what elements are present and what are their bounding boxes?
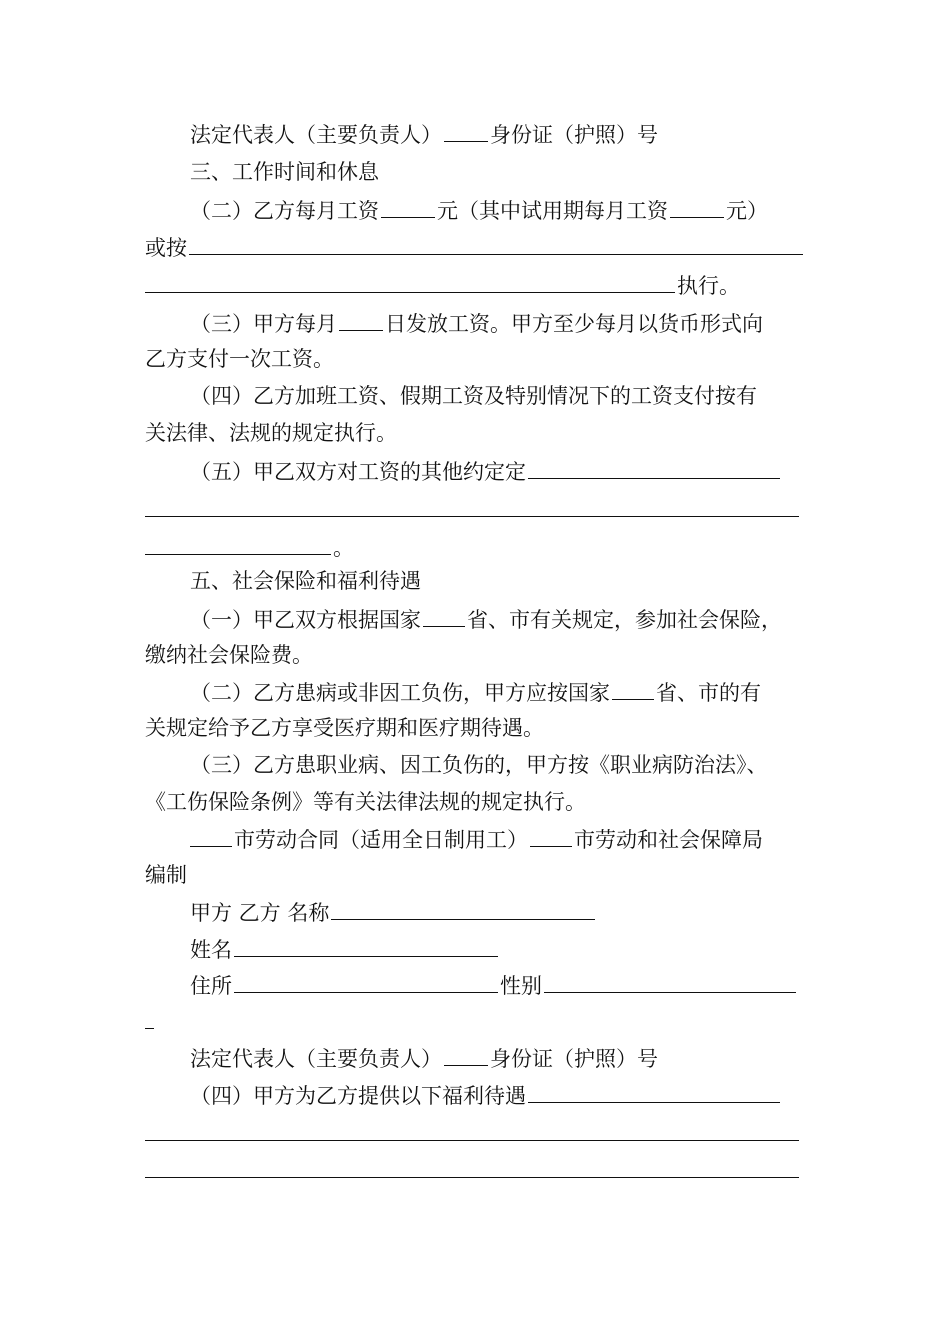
field-label: 甲方 乙方 名称 xyxy=(190,901,330,925)
legal-rep-label: 法定代表人（主要负责人） xyxy=(190,1047,442,1071)
clause-text: （三）乙方患职业病、因工负伤的，甲方按《职业病防治法》、 xyxy=(190,753,768,777)
clause-text: 关规定给予乙方享受医疗期和医疗期待遇。 xyxy=(145,716,544,740)
name-field-line xyxy=(190,899,597,925)
clause-text: （二）乙方每月工资 xyxy=(190,199,379,223)
clause-text: 元） xyxy=(726,199,768,223)
legal-rep-line-1 xyxy=(190,121,658,147)
blank[interactable] xyxy=(190,826,232,847)
id-label: 身份证（护照）号 xyxy=(490,123,658,147)
clause-text: 执行。 xyxy=(677,274,740,298)
clause-text: 元（其中试用期每月工资 xyxy=(437,199,668,223)
blank[interactable] xyxy=(145,272,675,293)
field-label: 姓名 xyxy=(190,938,232,962)
blank[interactable] xyxy=(530,826,572,847)
clause-line xyxy=(145,234,805,260)
blank[interactable] xyxy=(423,606,465,627)
clause-text: 省、市有关规定，参加社会保险， xyxy=(467,608,782,632)
blank[interactable] xyxy=(145,496,799,517)
clause-text: 日发放工资。甲方至少每月以货币形式向 xyxy=(385,312,763,336)
address-blank[interactable] xyxy=(234,972,498,993)
legal-rep-line-2 xyxy=(190,1045,658,1071)
blank[interactable] xyxy=(381,197,435,218)
clause-line xyxy=(145,1157,801,1183)
clause-text: 省、市的有 xyxy=(656,681,761,705)
blank[interactable] xyxy=(145,534,331,555)
id-label: 身份证（护照）号 xyxy=(490,1047,658,1071)
clause-text: （四）乙方加班工资、假期工资及特别情况下的工资支付按有 xyxy=(190,384,757,408)
blank[interactable] xyxy=(145,1157,799,1178)
clause-text: 编制 xyxy=(145,863,187,887)
gender-blank[interactable] xyxy=(544,972,796,993)
blank[interactable] xyxy=(339,310,383,331)
clause-line xyxy=(145,272,740,298)
clause-wage xyxy=(190,197,768,223)
blank[interactable] xyxy=(145,1120,799,1141)
blank[interactable] xyxy=(444,121,488,142)
clause-line xyxy=(145,534,354,560)
blank[interactable] xyxy=(612,679,654,700)
address-gender-line xyxy=(190,972,798,998)
blank[interactable] xyxy=(528,458,780,479)
clause-line xyxy=(190,458,782,484)
clause-text: 《工伤保险条例》等有关法律法规的规定执行。 xyxy=(145,790,586,814)
clause-welfare xyxy=(190,1082,782,1108)
clause-text: 市劳动合同（适用全日制用工） xyxy=(234,828,528,852)
clause-line xyxy=(145,1008,156,1034)
contract-title-line xyxy=(190,826,763,852)
blank[interactable] xyxy=(670,197,724,218)
blank[interactable] xyxy=(528,1082,780,1103)
clause-text: 乙方支付一次工资。 xyxy=(145,347,334,371)
clause-text: （五）甲乙双方对工资的其他约定定 xyxy=(190,460,526,484)
section-heading: 三、工作时间和休息 xyxy=(190,160,379,184)
blank[interactable] xyxy=(189,234,803,255)
clause-line xyxy=(190,606,782,632)
person-name-line xyxy=(190,936,500,962)
legal-rep-label: 法定代表人（主要负责人） xyxy=(190,123,442,147)
blank[interactable] xyxy=(444,1045,488,1066)
clause-line xyxy=(145,496,801,522)
clause-line xyxy=(190,679,761,705)
clause-text: （二）乙方患病或非因工负伤，甲方应按国家 xyxy=(190,681,610,705)
clause-text: 缴纳社会保险费。 xyxy=(145,643,313,667)
clause-text: 市劳动和社会保障局 xyxy=(574,828,763,852)
person-name-blank[interactable] xyxy=(234,936,498,957)
clause-text: 关法律、法规的规定执行。 xyxy=(145,421,397,445)
name-blank[interactable] xyxy=(331,899,595,920)
section-heading: 五、社会保险和福利待遇 xyxy=(190,569,421,593)
field-label: 住所 xyxy=(190,974,232,998)
clause-text: （四）甲方为乙方提供以下福利待遇 xyxy=(190,1084,526,1108)
clause-text: 。 xyxy=(333,536,354,560)
clause-text: （一）甲乙双方根据国家 xyxy=(190,608,421,632)
blank[interactable] xyxy=(145,1008,154,1029)
field-label: 性别 xyxy=(500,974,542,998)
clause-line xyxy=(190,310,763,336)
clause-text: 或按 xyxy=(145,236,187,260)
clause-line xyxy=(145,1120,801,1146)
clause-text: （三）甲方每月 xyxy=(190,312,337,336)
